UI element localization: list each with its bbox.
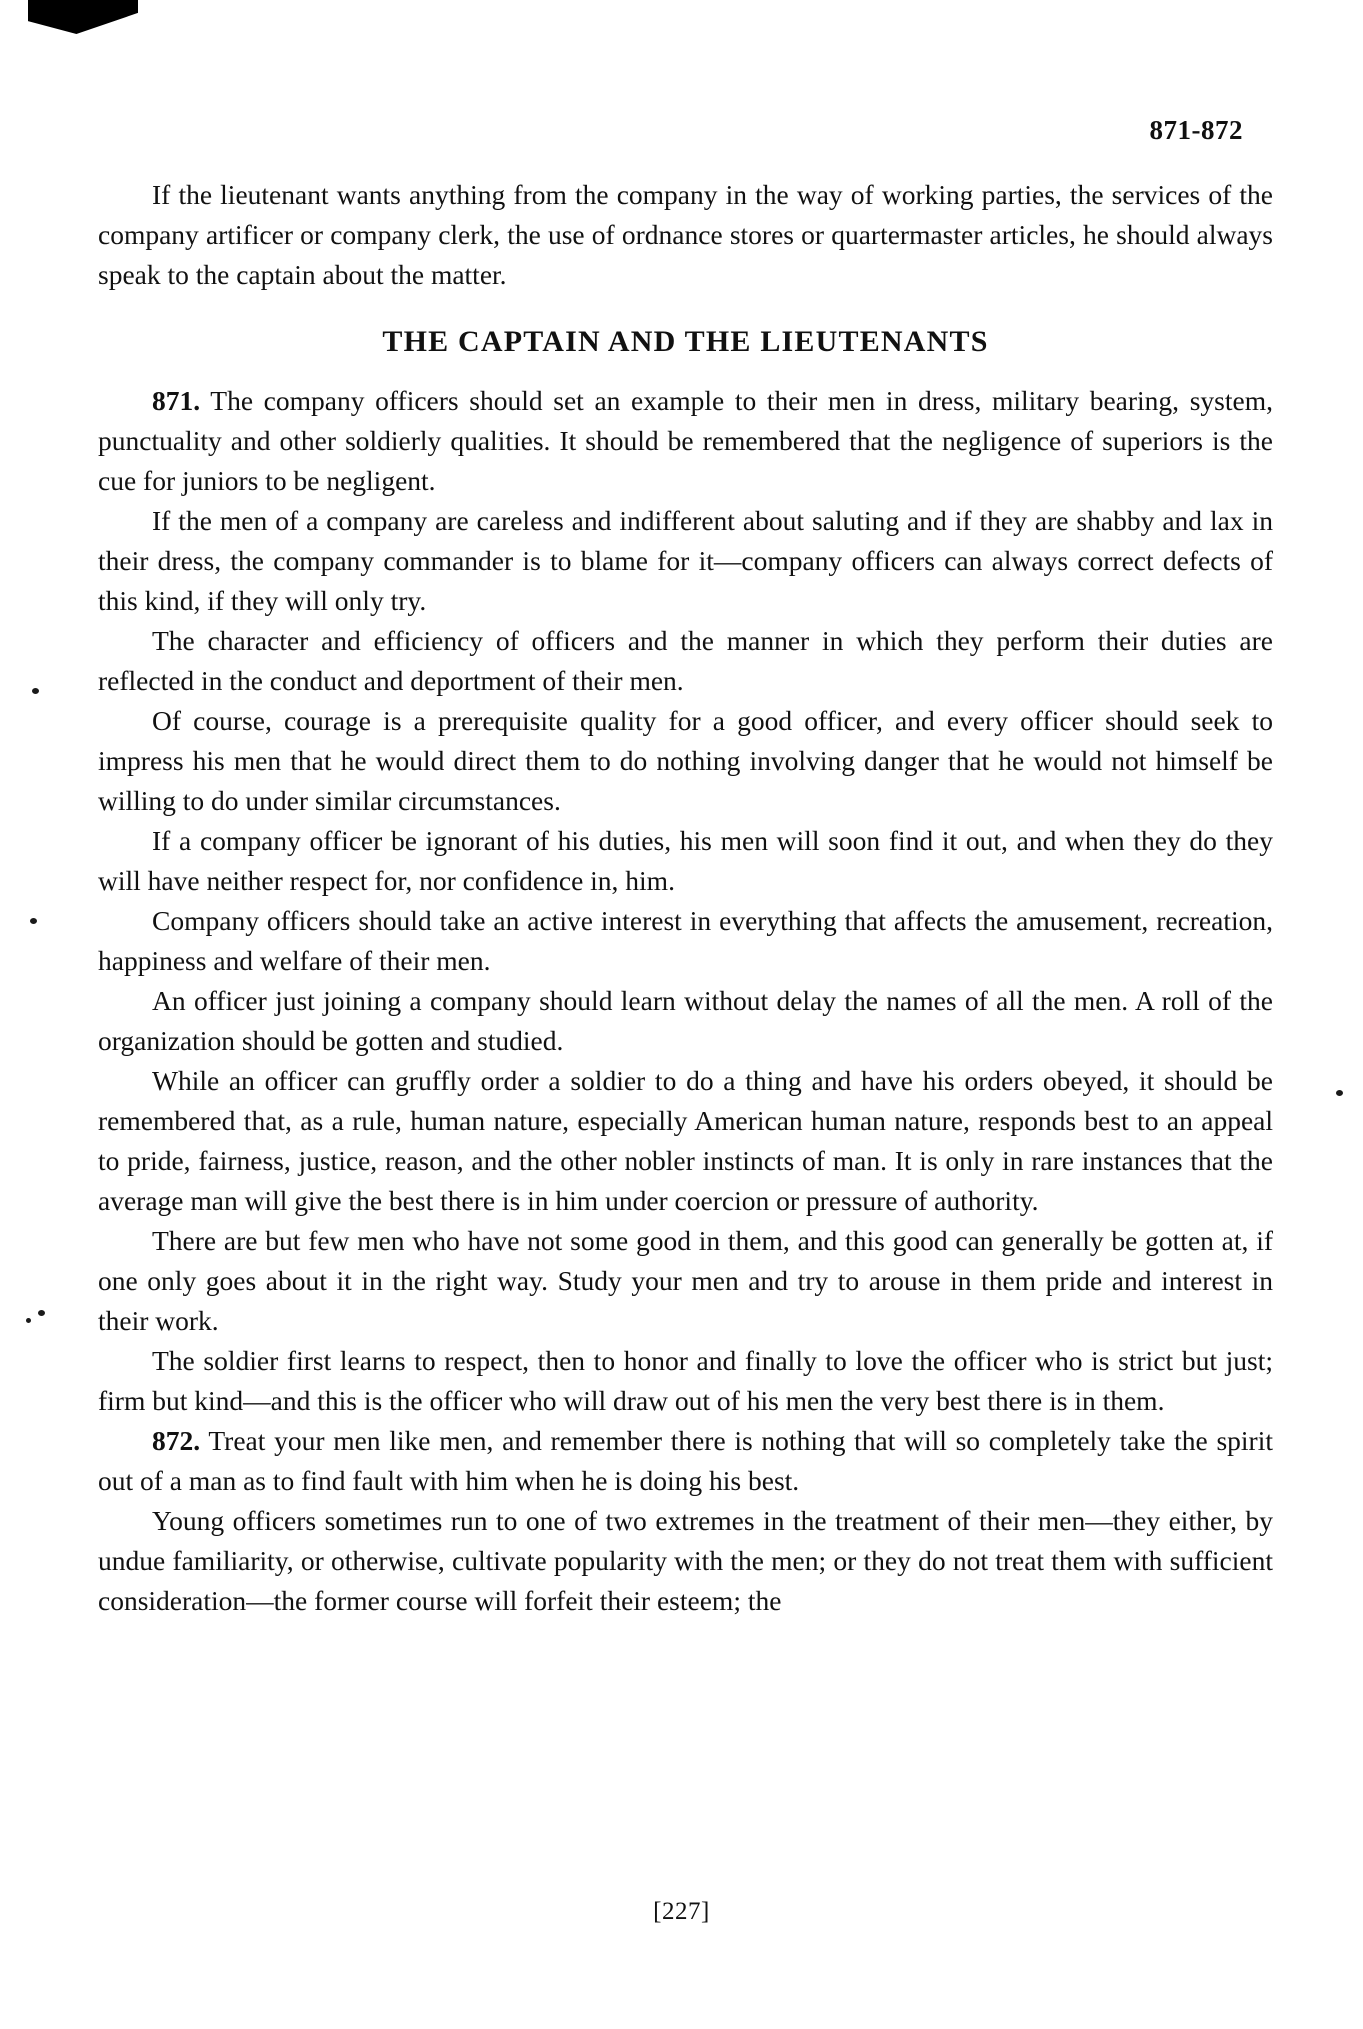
section-number-872: 872. (152, 1425, 201, 1456)
paragraph-10: The soldier first learns to respect, then to honor and finally to love the officer who is strict but just; firm but kind—and this is the officer who will draw out of his men the very best there is in them. (98, 1345, 1273, 1416)
paragraph-4: Of course, courage is a prerequisite quality for a good officer, and every officer should seek to impress his men that he would direct them to do nothing involving danger that he would not himself be willing to do under similar circumstances. (98, 705, 1273, 816)
paragraph-lead: If the lieutenant wants anything from the company in the way of working parties, the services of the company artificer or company clerk, the use of ordnance stores or quartermaster articles, he should always speak to the captain about the matter. (98, 179, 1273, 290)
section-871-text: The company officers should set an example to their men in dress, military bearing, system, punctuality and other soldierly qualities. It should be remembered that the negligence of superiors is the cue for juniors to be negligent. (98, 385, 1273, 496)
page-title: THE CAPTAIN AND THE LIEUTENANTS (382, 325, 989, 358)
paragraph-7: An officer just joining a company should learn without delay the names of all the men. A roll of the organization should be gotten and studied. (98, 985, 1273, 1056)
scan-speck (26, 1318, 31, 1323)
scan-speck (1336, 1090, 1343, 1096)
paragraph-9: There are but few men who have not some good in them, and this good can generally be gotten at, if one only goes about it in the right way. Study your men and try to arouse in them pride and interest in their work. (98, 1225, 1273, 1336)
page-header-section-range: 871-872 (1149, 115, 1243, 145)
section-872-text: Treat your men like men, and remember there is nothing that will so completely take the spirit out of a man as to find fault with him when he is doing his best. (98, 1425, 1273, 1496)
scan-speck (30, 918, 37, 924)
scan-speck (32, 688, 39, 694)
paragraph-5: If a company officer be ignorant of his duties, his men will soon find it out, and when they do they will have neither respect for, nor confidence in, him. (98, 825, 1273, 896)
scan-artifact-smudge (28, 0, 138, 34)
paragraph-12: Young officers sometimes run to one of two extremes in the treatment of their men—they either, by undue familiarity, or otherwise, cultivate popularity with the men; or they do not treat them with sufficient consideration—the former course will forfeit their esteem; the (98, 1505, 1273, 1616)
paragraph-6: Company officers should take an active interest in everything that affects the amusement, recreation, happiness and welfare of their men. (98, 905, 1273, 976)
paragraph-8: While an officer can gruffly order a soldier to do a thing and have his orders obeyed, it should be remembered that, as a rule, human nature, especially American human nature, responds best to an appeal to pride, fairness, justice, reason, and the other nobler instincts of man. It is only in rare instances that the average man will give the best there is in him under coercion or pressure of authority. (98, 1065, 1273, 1216)
page-body (98, 175, 1273, 1621)
page-number-footer: [227] (653, 1898, 710, 1925)
paragraph-2: If the men of a company are careless and indifferent about saluting and if they are shabby and lax in their dress, the company commander is to blame for it—company officers can always correct defects of this kind, if they will only try. (98, 505, 1273, 616)
paragraph-871 (98, 381, 1273, 501)
scan-speck (38, 1310, 45, 1316)
paragraph-3: The character and efficiency of officers and the manner in which they perform their duties are reflected in the conduct and deportment of their men. (98, 625, 1273, 696)
paragraph-872 (98, 1421, 1273, 1501)
section-number-871: 871. (152, 385, 201, 416)
